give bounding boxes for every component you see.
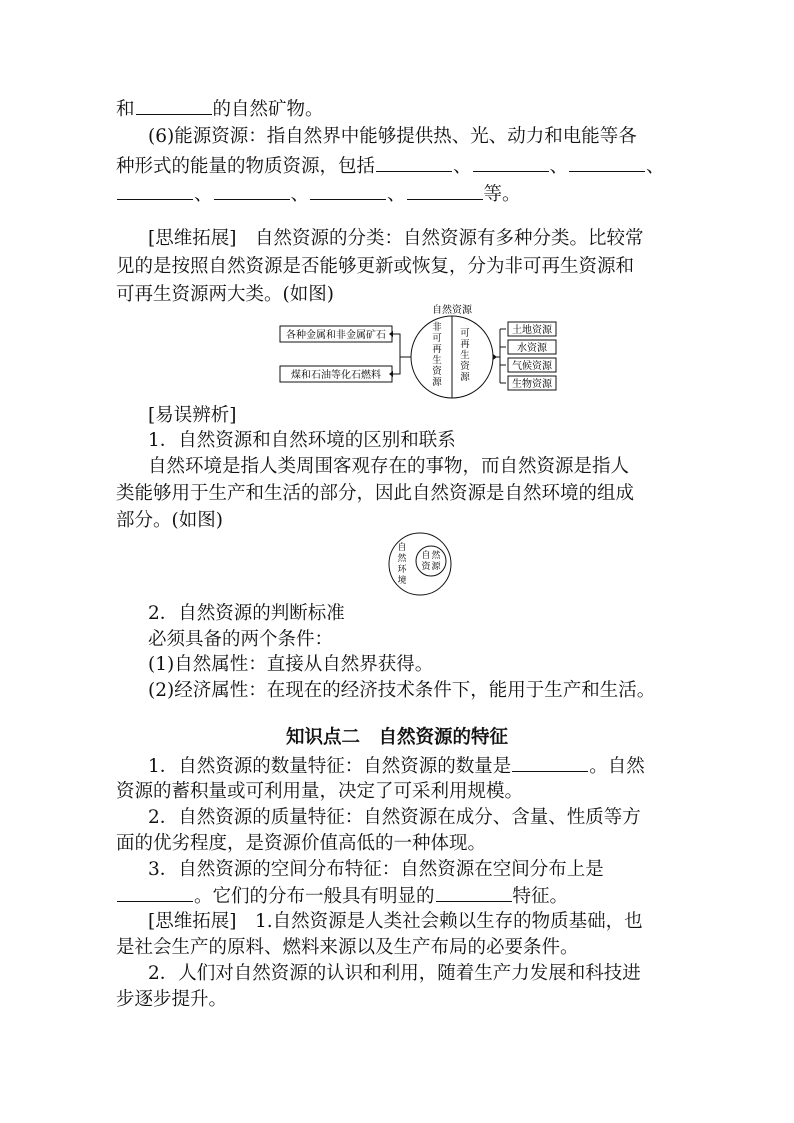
text-line: 面的优劣程度，是资源价值高低的一种体现。 bbox=[116, 833, 487, 854]
left-half-char: 生 bbox=[432, 355, 442, 366]
text-line: 3．自然资源的空间分布特征：自然资源在空间分布上是 bbox=[148, 859, 604, 880]
answer-blank[interactable] bbox=[117, 883, 193, 902]
inner-char: 源 bbox=[431, 562, 441, 572]
outer-char: 自 bbox=[397, 543, 407, 553]
left-box-label: 各种金属和非金属矿石 bbox=[286, 330, 386, 341]
arrow-head bbox=[493, 354, 497, 360]
text: 、 bbox=[549, 156, 569, 177]
answer-blank[interactable] bbox=[117, 181, 193, 200]
left-half-char: 再 bbox=[432, 344, 442, 355]
text-line bbox=[148, 909, 643, 935]
inner-char: 然 bbox=[431, 551, 441, 561]
answer-blank[interactable] bbox=[310, 181, 386, 200]
answer-blank[interactable] bbox=[407, 181, 483, 200]
right-box-label: 生物资源 bbox=[512, 379, 552, 390]
text: 、 bbox=[387, 184, 406, 205]
text: 、 bbox=[453, 156, 472, 177]
left-half-char: 资 bbox=[432, 366, 442, 377]
text: 自然资源的分类：自然资源有多种分类。比较常 bbox=[254, 228, 644, 249]
right-half-char: 资 bbox=[460, 361, 470, 372]
text-line: 1．自然资源和自然环境的区别和联系 bbox=[148, 430, 456, 451]
text-line: 类能够用于生产和生活的部分，因此自然资源是自然环境的组成 bbox=[116, 483, 635, 504]
text: 、 bbox=[646, 156, 665, 177]
text-line bbox=[116, 96, 324, 122]
text: 1.自然资源是人类社会赖以生存的物质基础，也 bbox=[254, 911, 643, 932]
text-line: 2．自然资源的质量特征：自然资源在成分、含量、性质等方 bbox=[148, 807, 641, 828]
outer-char: 然 bbox=[397, 554, 407, 564]
left-box-label: 煤和石油等化石燃料 bbox=[291, 370, 381, 381]
text: 、 bbox=[290, 184, 310, 205]
right-box-label: 土地资源 bbox=[512, 325, 552, 336]
text-line: 见的是按照自然资源是否能够更新或恢复，分为非可再生资源和 bbox=[116, 256, 635, 277]
text-line: 步逐步提升。 bbox=[116, 989, 228, 1010]
left-half-char: 非 bbox=[432, 322, 442, 333]
connector bbox=[494, 329, 506, 383]
text: 等。 bbox=[483, 184, 521, 205]
answer-blank[interactable] bbox=[214, 181, 290, 200]
section-heading: 知识点二 自然资源的特征 bbox=[285, 727, 508, 748]
text: 1．自然资源的数量特征：自然资源的数量是 bbox=[148, 756, 512, 777]
connector bbox=[393, 334, 411, 357]
outer-char: 境 bbox=[397, 576, 407, 586]
text: 和 bbox=[116, 99, 135, 120]
text-line: 可再生资源两大类。(如图) bbox=[116, 284, 334, 305]
text-line: [易误辨析] bbox=[148, 405, 237, 426]
text: 种形式的能量的物质资源，包括 bbox=[116, 156, 376, 177]
text: 。自然 bbox=[589, 756, 645, 777]
right-half-char: 再 bbox=[460, 339, 470, 350]
text-line: 2．人们对自然资源的认识和利用，随着生产力发展和科技进 bbox=[148, 963, 641, 984]
text-line: (2)经济属性：在现在的经济技术条件下，能用于生产和生活。 bbox=[148, 680, 656, 701]
answer-blank[interactable] bbox=[376, 153, 452, 172]
answer-blank[interactable] bbox=[136, 96, 212, 115]
text: 、 bbox=[194, 184, 213, 205]
text-line: 资源的蓄积量或可利用量，决定了可采利用规模。 bbox=[116, 781, 524, 802]
answer-blank[interactable] bbox=[512, 753, 588, 772]
right-half-char: 源 bbox=[460, 372, 470, 383]
text-line bbox=[116, 181, 521, 207]
diagram-title: 自然资源 bbox=[432, 305, 472, 316]
text-line bbox=[116, 883, 568, 909]
right-half-char: 可 bbox=[460, 328, 470, 339]
text-line: (1)自然属性：直接从自然界获得。 bbox=[148, 654, 434, 675]
left-half-char: 源 bbox=[432, 377, 442, 388]
text: 。它们的分布一般具有明显的 bbox=[194, 886, 435, 907]
text-line: 是社会生产的原料、燃料来源以及生产布局的必要条件。 bbox=[116, 937, 579, 958]
text-line bbox=[116, 153, 665, 179]
right-box-label: 水资源 bbox=[517, 343, 547, 354]
text-line bbox=[148, 226, 643, 252]
text-line: 必须具备的两个条件： bbox=[148, 629, 334, 650]
left-half-char: 可 bbox=[432, 333, 442, 344]
section-label: [思维拓展] bbox=[148, 228, 237, 249]
text: 特征。 bbox=[512, 886, 569, 907]
resource-classification-diagram bbox=[276, 300, 566, 400]
environment-resource-diagram bbox=[380, 530, 460, 600]
right-box-label: 气候资源 bbox=[512, 361, 552, 372]
answer-blank[interactable] bbox=[569, 153, 645, 172]
text-line bbox=[148, 753, 645, 779]
text-line: 自然环境是指人类周围客观存在的事物，而自然资源是指人 bbox=[148, 456, 630, 477]
section-label: [思维拓展] bbox=[148, 911, 237, 932]
text-line: 部分。(如图) bbox=[116, 510, 223, 531]
answer-blank[interactable] bbox=[473, 153, 549, 172]
text: 的自然矿物。 bbox=[212, 99, 324, 120]
text-line: 2．自然资源的判断标准 bbox=[148, 603, 345, 624]
inner-char: 资 bbox=[421, 562, 431, 572]
right-half-char: 生 bbox=[460, 350, 470, 361]
connector bbox=[393, 357, 400, 374]
inner-char: 自 bbox=[421, 551, 431, 561]
text-line: (6)能源资源：指自然界中能够提供热、光、动力和电能等各 bbox=[148, 126, 637, 147]
answer-blank[interactable] bbox=[436, 883, 512, 902]
outer-char: 环 bbox=[397, 565, 407, 575]
